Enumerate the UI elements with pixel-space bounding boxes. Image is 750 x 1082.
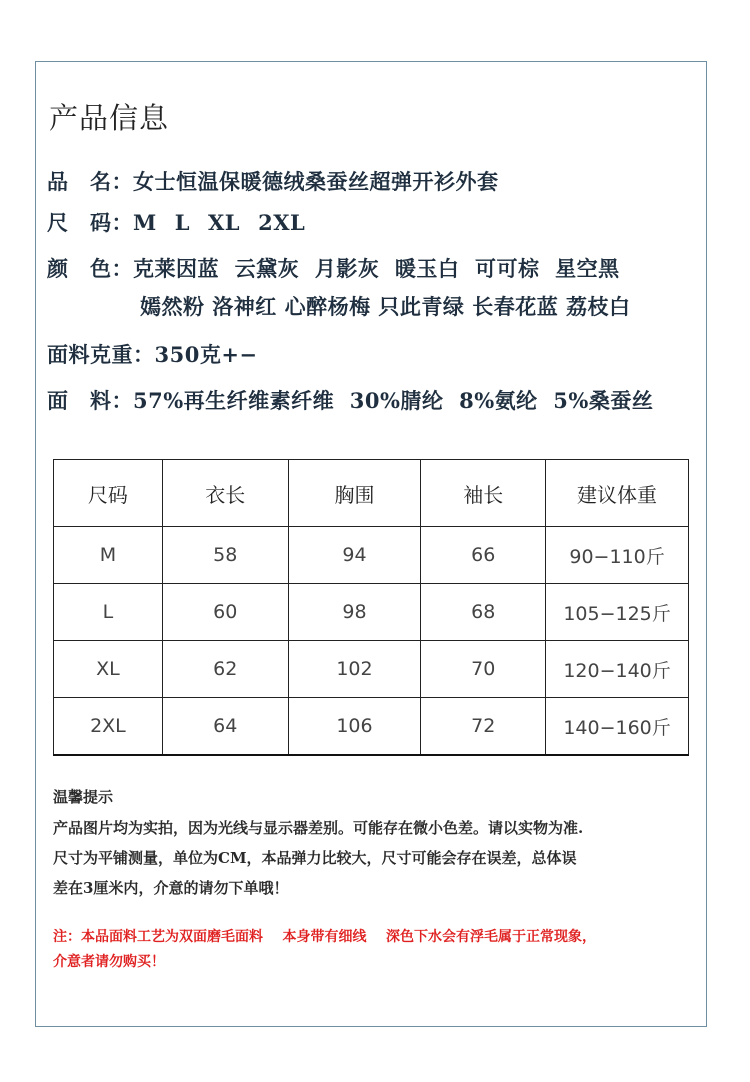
table-cell: 58 [162,527,288,584]
tips-line-2: 尺寸为平铺测量，单位为CM，本品弹力比较大，尺寸可能会存在误差，总体误 [53,849,577,867]
product-name-line [47,166,499,196]
table-cell: 102 [288,641,421,698]
table-cell: 70 [421,641,546,698]
table-cell: 140−160斤 [546,698,689,756]
fabric-label: 面 料： [47,388,133,413]
table-cell: M [54,527,163,584]
table-cell: 62 [162,641,288,698]
table-cell: 66 [421,527,546,584]
table-cell: 106 [288,698,421,756]
table-cell: XL [54,641,163,698]
colors-row-1: 克莱因蓝 云黛灰 月影灰 暖玉白 可可棕 星空黑 [133,256,620,281]
size-l: L [174,210,191,235]
weight-label: 面料克重： [47,342,155,367]
weight-value: 350克+− [154,342,258,367]
size-2xl: 2XL [258,210,306,235]
table-cell: 120−140斤 [546,641,689,698]
tips-title: 温馨提示 [53,788,114,806]
size-line [47,207,323,237]
table-cell: L [54,584,163,641]
table-cell: 105−125斤 [546,584,689,641]
fabric-line [47,385,653,415]
note-line-1: 注：本品面料工艺为双面磨毛面料 本身带有细线 深色下水会有浮毛属于正常现象， [53,929,596,945]
table-cell: 68 [421,584,546,641]
size-chart-table [53,459,689,756]
table-cell: 64 [162,698,288,756]
table-cell: 90−110斤 [546,527,689,584]
tips-line-1: 产品图片均为实拍，因为光线与显示器差别。可能存在微小色差。请以实物为准. [53,819,584,837]
header-chest: 胸围 [288,460,421,527]
table-row [54,641,689,698]
table-row [54,698,689,756]
table-cell: 94 [288,527,421,584]
size-m: M [133,210,157,235]
fabric-value: 57%再生纤维素纤维 30%腈纶 8%氨纶 5%桑蚕丝 [133,388,654,413]
page-title: 产品信息 [49,101,170,135]
colors-row-2: 嫣然粉 洛神红 心醉杨梅 只此青绿 长春花蓝 荔枝白 [140,294,631,319]
table-cell: 2XL [54,698,163,756]
header-length: 衣长 [162,460,288,527]
color-line [47,253,620,283]
product-name-label: 品 名： [47,169,133,194]
header-size: 尺码 [54,460,163,527]
tips-line-3: 差在3厘米内，介意的请勿下单哦！ [53,879,289,897]
table-cell: 60 [162,584,288,641]
table-header-row [54,460,689,527]
table-cell: 98 [288,584,421,641]
weight-line [47,339,258,369]
table-row [54,584,689,641]
color-label: 颜 色： [47,256,133,281]
product-name-value: 女士恒温保暖德绒桑蚕丝超弹开衫外套 [133,169,499,194]
table-cell: 72 [421,698,546,756]
note-line-2: 介意者请勿购买！ [53,954,165,970]
size-xl: XL [208,210,241,235]
header-sleeve: 袖长 [421,460,546,527]
header-weight: 建议体重 [546,460,689,527]
size-label: 尺 码： [47,210,133,235]
table-row [54,527,689,584]
